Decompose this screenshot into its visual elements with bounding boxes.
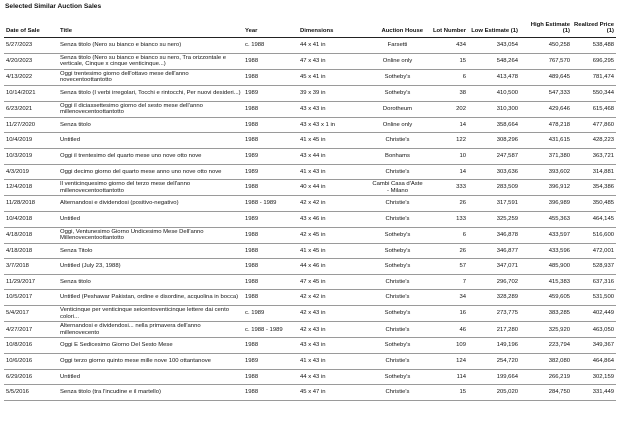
cell-dimensions: 45 x 47 in xyxy=(298,385,370,401)
cell-auction-house: Sotheby's xyxy=(370,306,425,322)
cell-dimensions: 44 x 43 in xyxy=(298,369,370,385)
cell-low-estimate: 296,702 xyxy=(468,274,520,290)
cell-year: 1988 xyxy=(243,53,298,69)
cell-high-estimate: 396,989 xyxy=(520,196,572,212)
cell-realized-price: 464,145 xyxy=(572,211,616,227)
table-row xyxy=(4,211,616,227)
cell-year: c. 1988 - 1989 xyxy=(243,322,298,338)
cell-date: 6/29/2016 xyxy=(4,369,58,385)
cell-date: 5/27/2023 xyxy=(4,38,58,54)
cell-high-estimate: 393,602 xyxy=(520,164,572,180)
cell-realized-price: 349,367 xyxy=(572,338,616,354)
cell-low-estimate: 247,587 xyxy=(468,148,520,164)
cell-lot-number: 133 xyxy=(425,211,468,227)
cell-realized-price: 314,881 xyxy=(572,164,616,180)
cell-dimensions: 44 x 46 in xyxy=(298,259,370,275)
cell-dimensions: 41 x 45 in xyxy=(298,133,370,149)
cell-low-estimate: 308,296 xyxy=(468,133,520,149)
table-row xyxy=(4,117,616,133)
cell-title: Senza titolo (Nero su bianco e bianco su nero) xyxy=(58,38,243,54)
cell-low-estimate: 346,878 xyxy=(468,227,520,243)
cell-title: Oggi il diciassettesimo giorno del sesto mese dell'anno millenovecentoottantotto xyxy=(58,101,243,117)
table-row xyxy=(4,259,616,275)
cell-high-estimate: 485,900 xyxy=(520,259,572,275)
cell-year: 1988 xyxy=(243,274,298,290)
cell-dimensions: 41 x 43 in xyxy=(298,354,370,370)
cell-lot-number: 333 xyxy=(425,180,468,196)
cell-title: Senza titolo (I verbi irregolari, Tocchi e rintocchi, Per nuovi desideri...) xyxy=(58,85,243,101)
cell-auction-house: Christie's xyxy=(370,133,425,149)
cell-year: 1989 xyxy=(243,164,298,180)
header-low-estimate: Low Estimate (1) xyxy=(468,17,520,38)
table-row xyxy=(4,101,616,117)
auction-sales-table xyxy=(4,17,616,401)
cell-auction-house: Sotheby's xyxy=(370,369,425,385)
cell-realized-price: 363,721 xyxy=(572,148,616,164)
cell-title: Senza titolo (tra l'incudine e il martello) xyxy=(58,385,243,401)
cell-realized-price: 531,500 xyxy=(572,290,616,306)
cell-year: 1988 xyxy=(243,133,298,149)
cell-auction-house: Sotheby's xyxy=(370,85,425,101)
cell-year: 1988 xyxy=(243,369,298,385)
cell-auction-house: Christie's xyxy=(370,322,425,338)
table-row xyxy=(4,38,616,54)
cell-lot-number: 10 xyxy=(425,148,468,164)
cell-date: 11/27/2020 xyxy=(4,117,58,133)
cell-low-estimate: 347,071 xyxy=(468,259,520,275)
cell-auction-house: Sotheby's xyxy=(370,227,425,243)
cell-auction-house: Sotheby's xyxy=(370,243,425,259)
cell-realized-price: 528,937 xyxy=(572,259,616,275)
cell-title: Senza titolo xyxy=(58,274,243,290)
cell-high-estimate: 478,218 xyxy=(520,117,572,133)
cell-lot-number: 34 xyxy=(425,290,468,306)
cell-realized-price: 302,159 xyxy=(572,369,616,385)
cell-low-estimate: 328,289 xyxy=(468,290,520,306)
cell-low-estimate: 343,054 xyxy=(468,38,520,54)
cell-dimensions: 43 x 44 in xyxy=(298,148,370,164)
cell-dimensions: 42 x 43 in xyxy=(298,306,370,322)
section-title: Selected Similar Auction Sales xyxy=(5,3,102,10)
cell-auction-house: Christie's xyxy=(370,164,425,180)
cell-dimensions: 42 x 42 in xyxy=(298,290,370,306)
cell-high-estimate: 382,080 xyxy=(520,354,572,370)
cell-date: 10/5/2017 xyxy=(4,290,58,306)
cell-title: Venticinque per venticinque seicentoventicinque lettere dai cento colori... xyxy=(58,306,243,322)
header-auction-house: Auction House xyxy=(370,17,425,38)
cell-year: 1988 xyxy=(243,101,298,117)
cell-date: 10/6/2016 xyxy=(4,354,58,370)
header-lot-number: Lot Number xyxy=(425,17,468,38)
cell-dimensions: 41 x 45 in xyxy=(298,243,370,259)
cell-year: 1988 xyxy=(243,69,298,85)
cell-dimensions: 47 x 43 in xyxy=(298,53,370,69)
cell-lot-number: 14 xyxy=(425,164,468,180)
cell-date: 11/29/2017 xyxy=(4,274,58,290)
cell-dimensions: 42 x 42 in xyxy=(298,196,370,212)
cell-realized-price: 428,223 xyxy=(572,133,616,149)
cell-high-estimate: 371,380 xyxy=(520,148,572,164)
cell-realized-price: 477,860 xyxy=(572,117,616,133)
cell-auction-house: Christie's xyxy=(370,196,425,212)
cell-date: 10/3/2019 xyxy=(4,148,58,164)
cell-title: Alternandosi e dividendosi... nella primavera dell'anno millenovecento xyxy=(58,322,243,338)
cell-realized-price: 331,449 xyxy=(572,385,616,401)
cell-realized-price: 637,316 xyxy=(572,274,616,290)
cell-lot-number: 7 xyxy=(425,274,468,290)
cell-title: Untitled xyxy=(58,211,243,227)
cell-low-estimate: 303,636 xyxy=(468,164,520,180)
cell-date: 5/4/2017 xyxy=(4,306,58,322)
cell-year: 1988 xyxy=(243,180,298,196)
cell-dimensions: 41 x 43 in xyxy=(298,164,370,180)
cell-dimensions: 43 x 43 x 1 in xyxy=(298,117,370,133)
table-row xyxy=(4,322,616,338)
cell-dimensions: 40 x 44 in xyxy=(298,180,370,196)
cell-lot-number: 38 xyxy=(425,85,468,101)
cell-title: Untitled (July 23, 1988) xyxy=(58,259,243,275)
cell-realized-price: 463,050 xyxy=(572,322,616,338)
cell-auction-house: Christie's xyxy=(370,354,425,370)
cell-realized-price: 464,864 xyxy=(572,354,616,370)
table-row xyxy=(4,227,616,243)
cell-title: Il venticinquesimo giorno del terzo mese dell'anno millenovecentoottantotto xyxy=(58,180,243,196)
cell-date: 5/5/2016 xyxy=(4,385,58,401)
table-row xyxy=(4,274,616,290)
cell-year: 1988 xyxy=(243,290,298,306)
cell-year: c. 1989 xyxy=(243,306,298,322)
cell-year: c. 1988 xyxy=(243,38,298,54)
cell-year: 1988 xyxy=(243,338,298,354)
cell-lot-number: 57 xyxy=(425,259,468,275)
cell-title: Untitled xyxy=(58,133,243,149)
cell-low-estimate: 254,720 xyxy=(468,354,520,370)
cell-title: Untitled xyxy=(58,369,243,385)
cell-auction-house: Sotheby's xyxy=(370,69,425,85)
cell-year: 1989 xyxy=(243,211,298,227)
cell-realized-price: 615,468 xyxy=(572,101,616,117)
cell-dimensions: 44 x 41 in xyxy=(298,38,370,54)
cell-realized-price: 696,295 xyxy=(572,53,616,69)
table-row xyxy=(4,306,616,322)
cell-auction-house: Bonhams xyxy=(370,148,425,164)
table-row xyxy=(4,196,616,212)
cell-high-estimate: 433,597 xyxy=(520,227,572,243)
cell-title: Oggi E Sedicesimo Giorno Del Sesto Mese xyxy=(58,338,243,354)
cell-realized-price: 354,386 xyxy=(572,180,616,196)
cell-date: 4/3/2019 xyxy=(4,164,58,180)
cell-year: 1988 xyxy=(243,385,298,401)
cell-auction-house: Christie's xyxy=(370,385,425,401)
header-dimensions: Dimensions xyxy=(298,17,370,38)
cell-year: 1988 xyxy=(243,259,298,275)
cell-low-estimate: 358,664 xyxy=(468,117,520,133)
table-row xyxy=(4,53,616,69)
cell-dimensions: 43 x 46 in xyxy=(298,211,370,227)
cell-lot-number: 15 xyxy=(425,385,468,401)
cell-lot-number: 14 xyxy=(425,117,468,133)
cell-high-estimate: 325,920 xyxy=(520,322,572,338)
cell-title: Oggi il trentesimo del quarto mese uno nove otto nove xyxy=(58,148,243,164)
table-row xyxy=(4,133,616,149)
cell-dimensions: 39 x 39 in xyxy=(298,85,370,101)
cell-high-estimate: 415,383 xyxy=(520,274,572,290)
cell-lot-number: 6 xyxy=(425,69,468,85)
cell-high-estimate: 459,605 xyxy=(520,290,572,306)
cell-auction-house: Christie's xyxy=(370,290,425,306)
cell-high-estimate: 450,258 xyxy=(520,38,572,54)
cell-title: Senza titolo xyxy=(58,117,243,133)
cell-date: 11/28/2018 xyxy=(4,196,58,212)
cell-lot-number: 26 xyxy=(425,196,468,212)
cell-year: 1988 - 1989 xyxy=(243,196,298,212)
cell-date: 4/18/2018 xyxy=(4,227,58,243)
table-row xyxy=(4,369,616,385)
header-title: Title xyxy=(58,17,243,38)
table-row xyxy=(4,354,616,370)
cell-dimensions: 43 x 43 in xyxy=(298,338,370,354)
cell-year: 1988 xyxy=(243,117,298,133)
cell-year: 1988 xyxy=(243,227,298,243)
table-row xyxy=(4,243,616,259)
cell-auction-house: Christie's xyxy=(370,274,425,290)
table-row xyxy=(4,85,616,101)
cell-high-estimate: 455,363 xyxy=(520,211,572,227)
cell-low-estimate: 317,591 xyxy=(468,196,520,212)
cell-auction-house: Dorotheum xyxy=(370,101,425,117)
cell-auction-house: Farsetti xyxy=(370,38,425,54)
table-row xyxy=(4,385,616,401)
cell-lot-number: 6 xyxy=(425,227,468,243)
cell-auction-house: Christie's xyxy=(370,211,425,227)
cell-year: 1989 xyxy=(243,85,298,101)
header-high-estimate: High Estimate (1) xyxy=(520,17,572,38)
cell-title: Alternandosi e dividendosi (positivo-negativo) xyxy=(58,196,243,212)
cell-date: 10/4/2018 xyxy=(4,211,58,227)
cell-auction-house: Online only xyxy=(370,53,425,69)
cell-low-estimate: 205,020 xyxy=(468,385,520,401)
cell-realized-price: 550,344 xyxy=(572,85,616,101)
cell-date: 4/18/2018 xyxy=(4,243,58,259)
cell-low-estimate: 410,500 xyxy=(468,85,520,101)
cell-title: Oggi, Ventunesimo Giorno Undicesimo Mese Dell'anno Millenovecentoottantotto xyxy=(58,227,243,243)
cell-low-estimate: 346,877 xyxy=(468,243,520,259)
cell-title: Oggi terzo giorno quinto mese mille nove 100 ottantanove xyxy=(58,354,243,370)
cell-auction-house: Sotheby's xyxy=(370,338,425,354)
cell-high-estimate: 429,646 xyxy=(520,101,572,117)
cell-realized-price: 350,485 xyxy=(572,196,616,212)
cell-date: 10/4/2019 xyxy=(4,133,58,149)
table-row xyxy=(4,164,616,180)
cell-low-estimate: 310,300 xyxy=(468,101,520,117)
table-row xyxy=(4,69,616,85)
cell-high-estimate: 284,750 xyxy=(520,385,572,401)
cell-dimensions: 47 x 45 in xyxy=(298,274,370,290)
header-realized-price: Realized Price (1) xyxy=(572,17,616,38)
cell-high-estimate: 266,219 xyxy=(520,369,572,385)
table-row xyxy=(4,338,616,354)
cell-high-estimate: 383,285 xyxy=(520,306,572,322)
cell-dimensions: 43 x 43 in xyxy=(298,101,370,117)
cell-dimensions: 42 x 45 in xyxy=(298,227,370,243)
cell-year: 1989 xyxy=(243,148,298,164)
cell-dimensions: 45 x 41 in xyxy=(298,69,370,85)
cell-low-estimate: 548,264 xyxy=(468,53,520,69)
cell-realized-price: 538,488 xyxy=(572,38,616,54)
cell-low-estimate: 217,280 xyxy=(468,322,520,338)
cell-realized-price: 516,600 xyxy=(572,227,616,243)
cell-date: 12/4/2018 xyxy=(4,180,58,196)
cell-lot-number: 202 xyxy=(425,101,468,117)
cell-low-estimate: 149,196 xyxy=(468,338,520,354)
cell-high-estimate: 431,615 xyxy=(520,133,572,149)
cell-high-estimate: 767,570 xyxy=(520,53,572,69)
cell-realized-price: 402,449 xyxy=(572,306,616,322)
cell-low-estimate: 199,664 xyxy=(468,369,520,385)
cell-title: Untitled (Peshawar Pakistan, ordine e disordine, acquolina in bocca) xyxy=(58,290,243,306)
cell-high-estimate: 547,333 xyxy=(520,85,572,101)
cell-title: Oggi decimo giorno del quarto mese anno uno nove otto nove xyxy=(58,164,243,180)
cell-low-estimate: 283,509 xyxy=(468,180,520,196)
cell-low-estimate: 273,775 xyxy=(468,306,520,322)
table-row xyxy=(4,148,616,164)
cell-realized-price: 472,001 xyxy=(572,243,616,259)
header-date: Date of Sale xyxy=(4,17,58,38)
cell-year: 1989 xyxy=(243,354,298,370)
cell-low-estimate: 413,478 xyxy=(468,69,520,85)
cell-date: 10/14/2021 xyxy=(4,85,58,101)
cell-high-estimate: 489,645 xyxy=(520,69,572,85)
cell-lot-number: 26 xyxy=(425,243,468,259)
cell-year: 1988 xyxy=(243,243,298,259)
cell-date: 6/23/2021 xyxy=(4,101,58,117)
cell-lot-number: 109 xyxy=(425,338,468,354)
cell-dimensions: 42 x 43 in xyxy=(298,322,370,338)
cell-auction-house: Sotheby's xyxy=(370,259,425,275)
cell-date: 4/27/2017 xyxy=(4,322,58,338)
cell-lot-number: 122 xyxy=(425,133,468,149)
cell-lot-number: 124 xyxy=(425,354,468,370)
cell-date: 4/13/2022 xyxy=(4,69,58,85)
cell-low-estimate: 325,259 xyxy=(468,211,520,227)
cell-lot-number: 434 xyxy=(425,38,468,54)
cell-title: Oggi trentesimo giorno dell'ottavo mese dell'anno novecentoottantotto xyxy=(58,69,243,85)
cell-lot-number: 16 xyxy=(425,306,468,322)
table-row xyxy=(4,180,616,196)
cell-lot-number: 114 xyxy=(425,369,468,385)
cell-high-estimate: 396,912 xyxy=(520,180,572,196)
cell-realized-price: 781,474 xyxy=(572,69,616,85)
cell-lot-number: 15 xyxy=(425,53,468,69)
cell-auction-house: Online only xyxy=(370,117,425,133)
table-header-row xyxy=(4,17,616,38)
cell-date: 3/7/2018 xyxy=(4,259,58,275)
cell-auction-house: Cambi Casa d'Aste - Milano xyxy=(370,180,425,196)
cell-date: 10/8/2016 xyxy=(4,338,58,354)
cell-title: Senza Titolo xyxy=(58,243,243,259)
cell-date: 4/20/2023 xyxy=(4,53,58,69)
cell-title: Senza titolo (Nero su bianco e bianco su nero, Tra orizzontale e verticale, Cinque x cinque venticinque...) xyxy=(58,53,243,69)
cell-lot-number: 46 xyxy=(425,322,468,338)
cell-high-estimate: 433,596 xyxy=(520,243,572,259)
cell-high-estimate: 223,794 xyxy=(520,338,572,354)
header-year: Year xyxy=(243,17,298,38)
table-row xyxy=(4,290,616,306)
